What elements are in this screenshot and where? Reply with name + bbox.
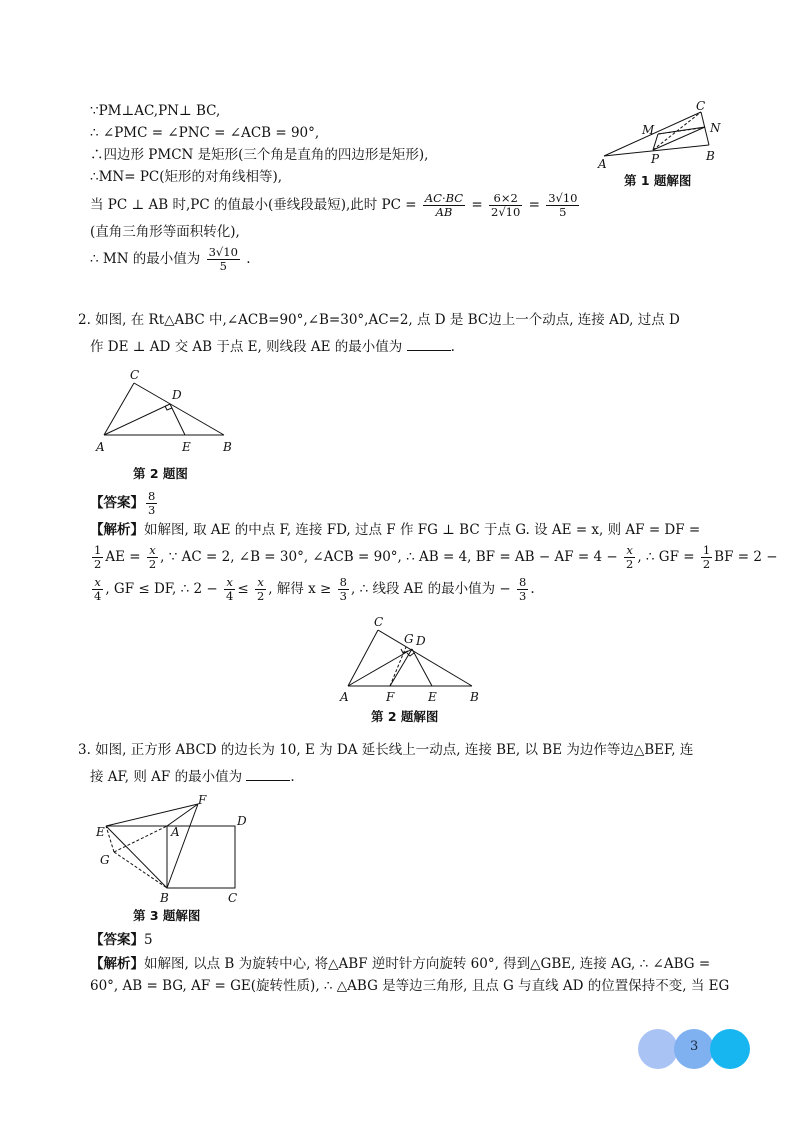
equals: = [471, 197, 483, 213]
p1-line-7-text: ∴ MN 的最小值为 [90, 251, 201, 267]
fig2-segment-AD [104, 404, 170, 435]
fraction: $\frac{AC\cdot BC}{AB}$ [424, 191, 464, 219]
page-dot-1 [638, 1029, 678, 1069]
fig3-label-A: A [171, 825, 180, 839]
q3-answer: 【答案】5 [90, 932, 153, 948]
figure-3-caption: 第 3 题解图 [133, 908, 201, 923]
p1-line-3: ∴四边形 PMCN 是矩形(三个角是直角的四边形是矩形), [90, 147, 429, 163]
q2-analysis-line-3: $\frac{x}{4}$ , GF ≤ DF, ∴ 2 − $\frac{x}{4}$ ≤ $\frac{x}{2}$ , 解得 x ≥ $\frac{8}{3}$ , ∴ 线段 AE 的最小值为 − $\frac{8}{3}$ . [94, 575, 535, 603]
p1-line-5-text: 当 PC ⊥ AB 时,PC 的值最小(垂线段最短),此时 PC = [90, 197, 417, 213]
fig1-label-B: B [706, 149, 715, 163]
p1-line-1: ∵PM⊥AC,PN⊥ BC, [90, 103, 221, 119]
q3-line-2: 接 AF, 则 AF 的最小值为 . [90, 766, 295, 787]
q3-analysis-line-1: 【解析】如解图, 以点 B 为旋转中心, 将△ABF 逆时针方向旋转 60°, 得到△GBE, 连接 AG, ∴ ∠ABG = [90, 956, 711, 972]
figure-2-solution-caption: 第 2 题解图 [371, 709, 439, 724]
fig2-label-B: B [223, 440, 232, 454]
fig1-label-A: A [598, 157, 607, 170]
fig2-label-A: A [96, 440, 105, 454]
sol2-label-F: F [386, 690, 395, 704]
fig3-label-F: F [198, 794, 207, 807]
answer-blank [407, 336, 451, 351]
figure-1-caption: 第 1 题解图 [624, 173, 692, 188]
fig3-side-EF [106, 804, 198, 826]
sol2-label-D: D [416, 634, 426, 648]
figure-1-diagram [596, 100, 726, 170]
p1-line-6: (直角三角形等面积转化), [90, 224, 240, 240]
p1-line-5 [90, 190, 581, 220]
page-number: 3 [690, 1039, 699, 1054]
figure-2-diagram [92, 365, 242, 457]
fig3-side-FB [167, 804, 198, 888]
sol2-label-E: E [428, 690, 437, 704]
fig1-label-P: P [651, 152, 660, 166]
fig1-label-C: C [696, 100, 706, 113]
figure-2-caption: 第 2 题图 [133, 466, 188, 481]
sol2-label-G: G [404, 632, 414, 646]
fig2-label-E: E [182, 440, 191, 454]
p1-line-2: ∴ ∠PMC = ∠PNC = ∠ACB = 90°, [90, 125, 320, 141]
fig2-label-D: D [172, 388, 182, 402]
fig3-label-B: B [160, 891, 169, 905]
fig3-segment-GB [114, 852, 167, 888]
sol2-label-A: A [340, 690, 349, 704]
sol2-segment-DE [412, 649, 432, 686]
sol2-label-B: B [470, 690, 479, 704]
fig1-label-N: N [710, 121, 721, 135]
p1-line-7: ∴ MN 的最小值为 $\frac{3√10}{5}$ . [90, 245, 251, 273]
fig3-segment-GA [114, 826, 167, 852]
fig2-side-AC [104, 383, 134, 435]
q3-analysis-line-2: 60°, AB = BG, AF = GE(旋转性质), ∴ △ABG 是等边三角形, 且点 G 与直线 AD 的位置保持不变, 当 EG [90, 978, 730, 994]
fig2-label-C: C [130, 368, 140, 382]
answer-blank [246, 766, 290, 781]
equals: = [528, 197, 540, 213]
figure-3-diagram [92, 794, 252, 906]
fig3-side-EB [106, 826, 167, 888]
fig3-label-G: G [100, 853, 110, 867]
p1-line-4: ∴MN= PC(矩形的对角线相等), [90, 169, 283, 185]
q2-line-1: 2. 如图, 在 Rt△ABC 中,∠ACB=90°,∠B=30°,AC=2, 点 D 是 BC边上一个动点, 连接 AD, 过点 D [78, 312, 680, 328]
page-dot-3 [710, 1029, 750, 1069]
q2-analysis-line-2: $\frac{1}{2}$ AE = $\frac{x}{2}$ , ∵ AC = 2, ∠B = 30°, ∠ACB = 90°, ∴ AB = 4, BF = AB − AF = 4 − $\frac{x}{2}$ , ∴ GF = $\frac{1}{2}$ BF = 2 − [94, 543, 778, 571]
fraction: $\frac{3√10}{5}$ [208, 245, 238, 273]
q3-line-1: 3. 如图, 正方形 ABCD 的边长为 10, E 为 DA 延长线上一动点, 连接 BE, 以 BE 为边作等边△BEF, 连 [78, 742, 694, 758]
fig1-label-M: M [642, 123, 655, 137]
figure-2-solution-diagram [336, 612, 486, 704]
fraction: $\frac{8}{3}$ [148, 489, 156, 517]
fig3-label-C: C [228, 891, 238, 905]
fig3-label-D: D [237, 814, 247, 828]
fraction: $\frac{3√10}{5}$ [548, 191, 578, 219]
q2-analysis-line-1: 【解析】如解图, 取 AE 的中点 F, 连接 FD, 过点 F 作 FG ⊥ BC 于点 G. 设 AE = x, 则 AF = DF = [90, 522, 701, 538]
sol2-label-C: C [374, 615, 384, 629]
fraction: $\frac{6\times 2}{2√10}$ [491, 191, 521, 219]
fig3-label-E: E [96, 825, 105, 839]
q2-line-2: 作 DE ⊥ AD 交 AB 于点 E, 则线段 AE 的最小值为 . [90, 336, 455, 357]
q2-answer: 【答案】 $\frac{8}{3}$ [90, 489, 156, 517]
